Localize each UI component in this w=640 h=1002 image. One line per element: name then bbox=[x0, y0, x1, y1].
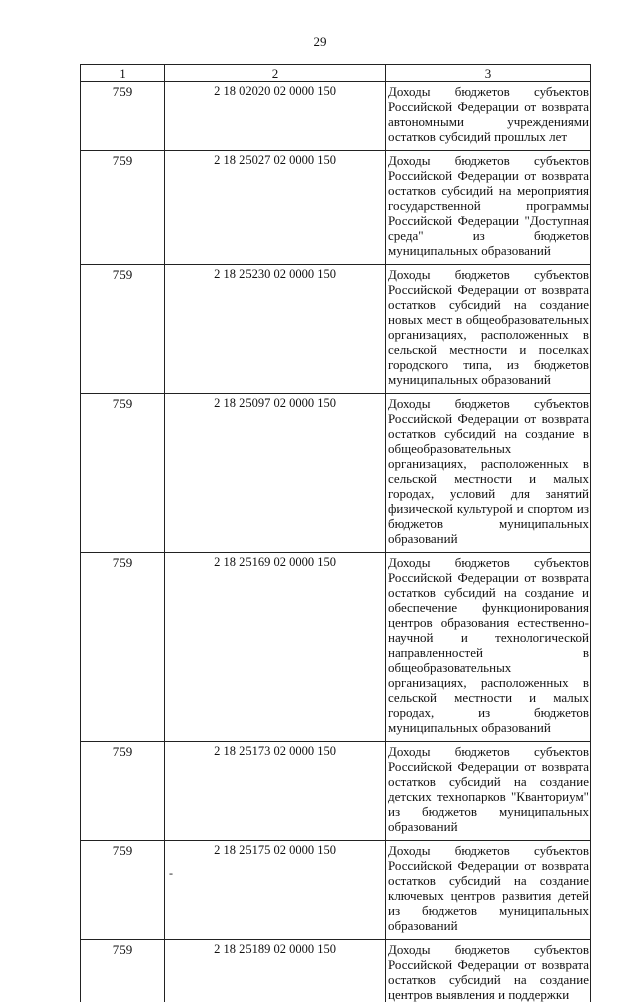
budget-code-cell: 2 18 25027 02 0000 150 bbox=[165, 151, 386, 265]
table-row bbox=[81, 265, 591, 394]
table-row bbox=[81, 394, 591, 553]
budget-code-cell: 2 18 25230 02 0000 150 bbox=[165, 265, 386, 394]
description-cell: Доходы бюджетов субъектов Российской Федерации от возврата остатков субсидий на создание центров выявления и поддержки bbox=[386, 940, 591, 1002]
column-header-2: 2 bbox=[165, 65, 386, 82]
budget-code-cell: 2 18 02020 02 0000 150 bbox=[165, 82, 386, 151]
table-row bbox=[81, 742, 591, 841]
description-cell: Доходы бюджетов субъектов Российской Федерации от возврата остатков субсидий на создание новых мест в общеобразовательных организациях, расположенных в сельской местности и поселках городского типа, из бюджетов муниципальных образований bbox=[386, 265, 591, 394]
admin-code-cell: 759 bbox=[81, 742, 165, 841]
table-body bbox=[81, 82, 591, 1002]
budget-code-cell: 2 18 25175 02 0000 150 bbox=[165, 841, 386, 940]
table-row bbox=[81, 553, 591, 742]
description-cell: Доходы бюджетов субъектов Российской Федерации от возврата остатков субсидий на создание в общеобразовательных организациях, расположенных в сельской местности и малых городах, условий для занятий физической культурой и спортом из бюджетов муниципальных образований bbox=[386, 394, 591, 553]
table-row bbox=[81, 841, 591, 940]
admin-code-cell: 759 bbox=[81, 841, 165, 940]
admin-code-cell: 759 bbox=[81, 940, 165, 1002]
table-row bbox=[81, 82, 591, 151]
description-cell: Доходы бюджетов субъектов Российской Федерации от возврата автономными учреждениями остатков субсидий прошлых лет bbox=[386, 82, 591, 151]
footer-mark: - bbox=[169, 866, 173, 881]
admin-code-cell: 759 bbox=[81, 151, 165, 265]
description-cell: Доходы бюджетов субъектов Российской Федерации от возврата остатков субсидий на создание ключевых центров развития детей из бюджетов муниципальных образований bbox=[386, 841, 591, 940]
budget-code-cell: 2 18 25169 02 0000 150 bbox=[165, 553, 386, 742]
column-header-3: 3 bbox=[386, 65, 591, 82]
description-cell: Доходы бюджетов субъектов Российской Федерации от возврата остатков субсидий на создание детских технопарков "Кванториум" из бюджетов муниципальных образований bbox=[386, 742, 591, 841]
header-row bbox=[81, 65, 591, 82]
table-row bbox=[81, 151, 591, 265]
description-cell: Доходы бюджетов субъектов Российской Федерации от возврата остатков субсидий на создание и обеспечение функционирования центров образования естественно-научной и технологической направленностей в общеобразовательных организациях, расположенных в сельской местности и малых городах, из бюджетов муниципальных образований bbox=[386, 553, 591, 742]
admin-code-cell: 759 bbox=[81, 265, 165, 394]
table-header bbox=[81, 65, 591, 82]
income-codes-table bbox=[80, 64, 591, 1002]
column-header-1: 1 bbox=[81, 65, 165, 82]
budget-code-cell: 2 18 25189 02 0000 150 bbox=[165, 940, 386, 1002]
admin-code-cell: 759 bbox=[81, 394, 165, 553]
admin-code-cell: 759 bbox=[81, 553, 165, 742]
budget-code-cell: 2 18 25173 02 0000 150 bbox=[165, 742, 386, 841]
admin-code-cell: 759 bbox=[81, 82, 165, 151]
description-cell: Доходы бюджетов субъектов Российской Федерации от возврата остатков субсидий на мероприятия государственной программы Российской Федерации "Доступная среда" из бюджетов муниципальных образований bbox=[386, 151, 591, 265]
table-row bbox=[81, 940, 591, 1002]
page-number: 29 bbox=[0, 34, 640, 50]
budget-code-cell: 2 18 25097 02 0000 150 bbox=[165, 394, 386, 553]
